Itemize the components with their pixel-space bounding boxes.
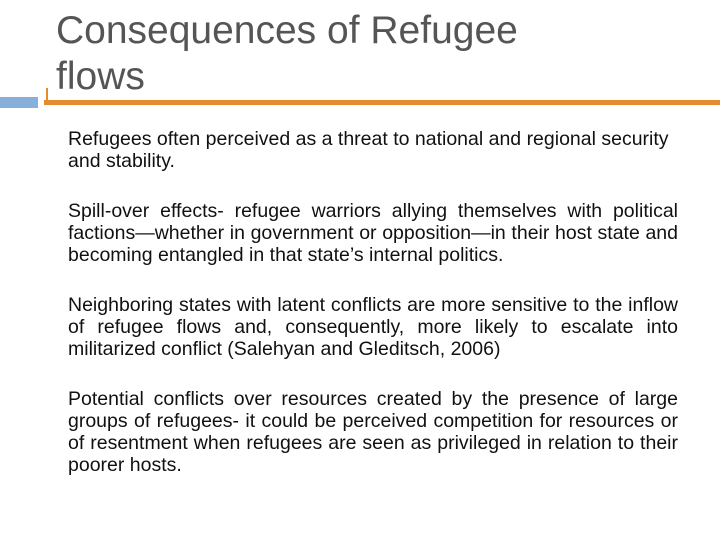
- slide-body: [68, 128, 678, 476]
- slide-title-line-2: flows: [56, 55, 145, 98]
- paragraph-resource-conflicts: Potential conflicts over resources created by the presence of large groups of refugees- it could be perceived competition for resources or of resentment when refugees are seen as privileged in relation to their poorer hosts.: [68, 388, 678, 476]
- paragraph-neighboring-states: Neighboring states with latent conflicts are more sensitive to the inflow of refugee flows and, consequently, more likely to escalate into militarized conflict (Salehyan and Gleditsch, 2006): [68, 294, 678, 360]
- slide-title: [56, 8, 676, 100]
- paragraph-spill-over: Spill-over effects- refugee warriors allying themselves with political factions—whether in government or opposition—in their host state and becoming entangled in that state’s internal politics.: [68, 200, 678, 266]
- accent-divider: [44, 100, 720, 105]
- slide-title-line-1: Consequences of Refugee: [56, 9, 518, 52]
- paragraph-security-threat: Refugees often perceived as a threat to national and regional security and stability.: [68, 128, 669, 172]
- accent-block: [0, 97, 38, 108]
